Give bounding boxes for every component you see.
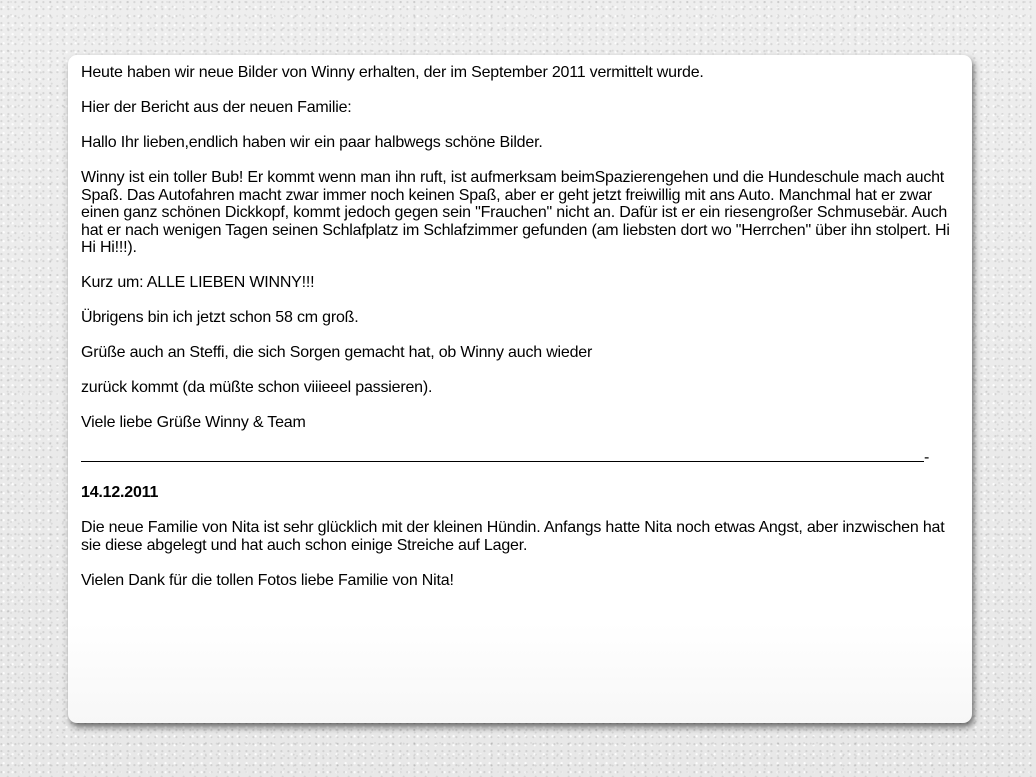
report-body-text: Winny ist ein toller Bub! Er kommt wenn man ihn ruft, ist aufmerksam beimSpazierengehen und die Hundeschule mach aucht Spaß. Das Autofahren macht zwar immer noch keinen Spaß, aber er geht jetzt freiwillig mit ans Auto. Manchmal hat er zwar einen ganz schönen Dickkopf, kommt jedoch gegen sein "Frauchen" nicht an. Dafür ist er ein riesengroßer Schmusebär. Auch hat er nach wenigen Tagen seinen Schlafplatz im Schlafzimmer gefunden (am liebsten dort wo "Herrchen" über ihn stolpert. Hi Hi Hi!!!).	[81, 169, 950, 256]
greeting-text: Hallo Ihr lieben,endlich haben wir ein paar halbwegs schöne Bilder.	[81, 134, 543, 151]
summary-text: Kurz um: ALLE LIEBEN WINNY!!!	[81, 274, 315, 291]
size-note-text: Übrigens bin ich jetzt schon 58 cm groß.	[81, 309, 359, 326]
regards-text-line2: zurück kommt (da müßte schon viiieeel passieren).	[81, 379, 433, 396]
section-separator	[81, 449, 959, 467]
thanks-text: Vielen Dank für die tollen Fotos liebe Familie von Nita!	[81, 571, 454, 589]
date-heading: 14.12.2011	[81, 484, 159, 501]
content-panel	[68, 55, 972, 723]
signature-text: Viele liebe Grüße Winny & Team	[81, 414, 306, 431]
separator-suffix: -	[924, 449, 930, 466]
separator-line	[81, 461, 924, 462]
regards-text-line1: Grüße auch an Steffi, die sich Sorgen gemacht hat, ob Winny auch wieder	[81, 344, 593, 361]
report-heading-text: Hier der Bericht aus der neuen Familie:	[81, 99, 352, 116]
intro-text: Heute haben wir neue Bilder von Winny erhalten, der im September 2011 vermittelt wurde.	[81, 64, 704, 81]
nita-report-text: Die neue Familie von Nita ist sehr glücklich mit der kleinen Hündin. Anfangs hatte Nita noch etwas Angst, aber inzwischen hat sie diese abgelegt und hat auch schon einige Streiche auf Lager.	[81, 519, 945, 554]
